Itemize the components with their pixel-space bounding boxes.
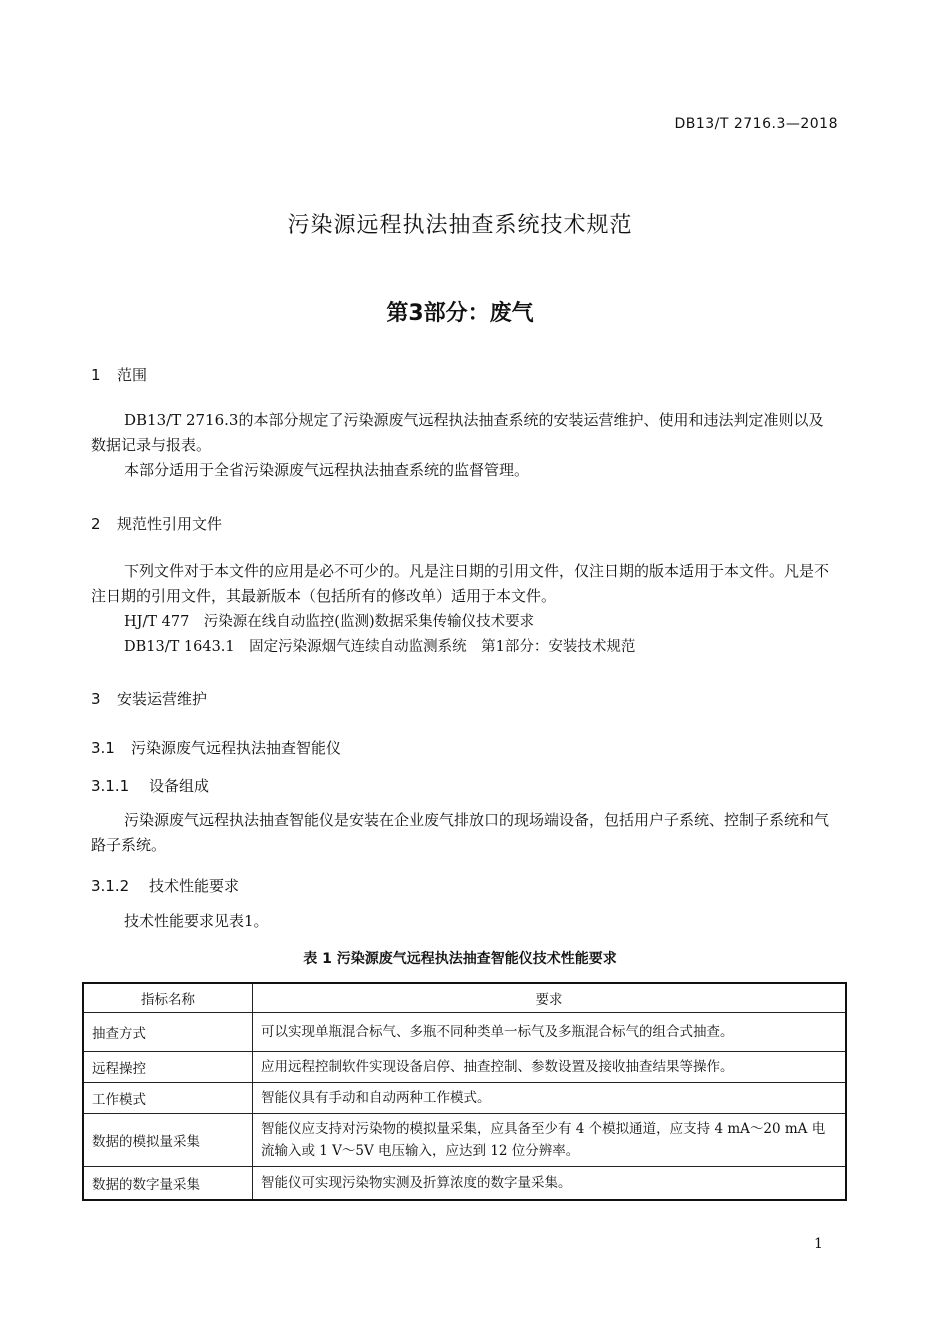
table-cell-requirement: 智能仪可实现污染物实测及折算浓度的数字量采集。 (253, 1167, 847, 1201)
section-title: 范围 (117, 366, 148, 384)
table-row (83, 1167, 846, 1201)
column-header: 指标名称 (83, 983, 253, 1013)
table-cell-name: 数据的模拟量采集 (83, 1114, 253, 1167)
section-3-1-heading (91, 737, 341, 758)
section-title: 污染源废气远程执法抽查智能仪 (131, 739, 342, 757)
document-title: 污染源远程执法抽查系统技术规范 (287, 213, 633, 238)
section-2-heading (91, 513, 222, 534)
section-2-paragraph-1: 下列文件对于本文件的应用是必不可少的。凡是注日期的引用文件，仅注日期的版本适用于本文件。凡是不注日期的引用文件，其最新版本（包括所有的修改单）适用于本文件。 (91, 562, 830, 605)
reference-item: HJ/T 477 污染源在线自动监控(监测)数据采集传输仪技术要求 (124, 614, 535, 630)
reference-item: DB13/T 1643.1 固定污染源烟气连续自动监测系统 第1部分：安装技术规范 (124, 639, 636, 655)
table-row (83, 1083, 846, 1114)
table-cell-requirement: 智能仪应支持对污染物的模拟量采集，应具备至少有 4 个模拟通道，应支持 4 mA～20 mA 电流输入或 1 V～5V 电压输入，应达到 12 位分辨率。 (253, 1114, 847, 1167)
part-title: 第3部分：废气 (386, 301, 534, 326)
section-title: 安装运营维护 (117, 690, 208, 708)
performance-table (82, 982, 847, 1201)
table-cell-name: 工作模式 (83, 1083, 253, 1114)
document-code: DB13/T 2716.3—2018 (674, 116, 838, 132)
section-3-1-2-heading (91, 875, 239, 896)
table-cell-requirement: 智能仪具有手动和自动两种工作模式。 (253, 1083, 847, 1114)
table-row (83, 1052, 846, 1083)
section-number: 3.1.2 (91, 877, 130, 895)
section-3-1-1-heading (91, 775, 209, 796)
section-3-1-1-paragraph: 污染源废气远程执法抽查智能仪是安装在企业废气排放口的现场端设备，包括用户子系统、控制子系统和气路子系统。 (91, 811, 830, 854)
table-cell-name: 抽查方式 (83, 1013, 253, 1052)
section-number: 2 (91, 515, 101, 533)
section-3-1-2-paragraph: 技术性能要求见表1。 (124, 912, 269, 930)
table-cell-name: 数据的数字量采集 (83, 1167, 253, 1201)
table-row (83, 1013, 846, 1052)
table-row (83, 1114, 846, 1167)
table-cell-requirement: 应用远程控制软件实现设备启停、抽查控制、参数设置及接收抽查结果等操作。 (253, 1052, 847, 1083)
table-caption: 表 1 污染源废气远程执法抽查智能仪技术性能要求 (303, 951, 617, 967)
section-3-heading (91, 688, 207, 709)
section-title: 技术性能要求 (149, 877, 240, 895)
section-number: 3.1.1 (91, 777, 130, 795)
table-cell-name: 远程操控 (83, 1052, 253, 1083)
section-number: 1 (91, 366, 101, 384)
section-1-paragraph-2: 本部分适用于全省污染源废气远程执法抽查系统的监督管理。 (124, 461, 530, 479)
table-cell-requirement: 可以实现单瓶混合标气、多瓶不同种类单一标气及多瓶混合标气的组合式抽查。 (253, 1013, 847, 1052)
column-header: 要求 (253, 983, 847, 1013)
section-title: 规范性引用文件 (117, 515, 223, 533)
page-number: 1 (814, 1236, 823, 1252)
section-1-paragraph-1: DB13/T 2716.3的本部分规定了污染源废气远程执法抽查系统的安装运营维护、使用和违法判定准则以及数据记录与报表。 (91, 411, 824, 454)
section-number: 3.1 (91, 739, 115, 757)
section-1-heading (91, 364, 147, 385)
table-header-row (83, 983, 846, 1013)
section-title: 设备组成 (149, 777, 210, 795)
section-number: 3 (91, 690, 101, 708)
